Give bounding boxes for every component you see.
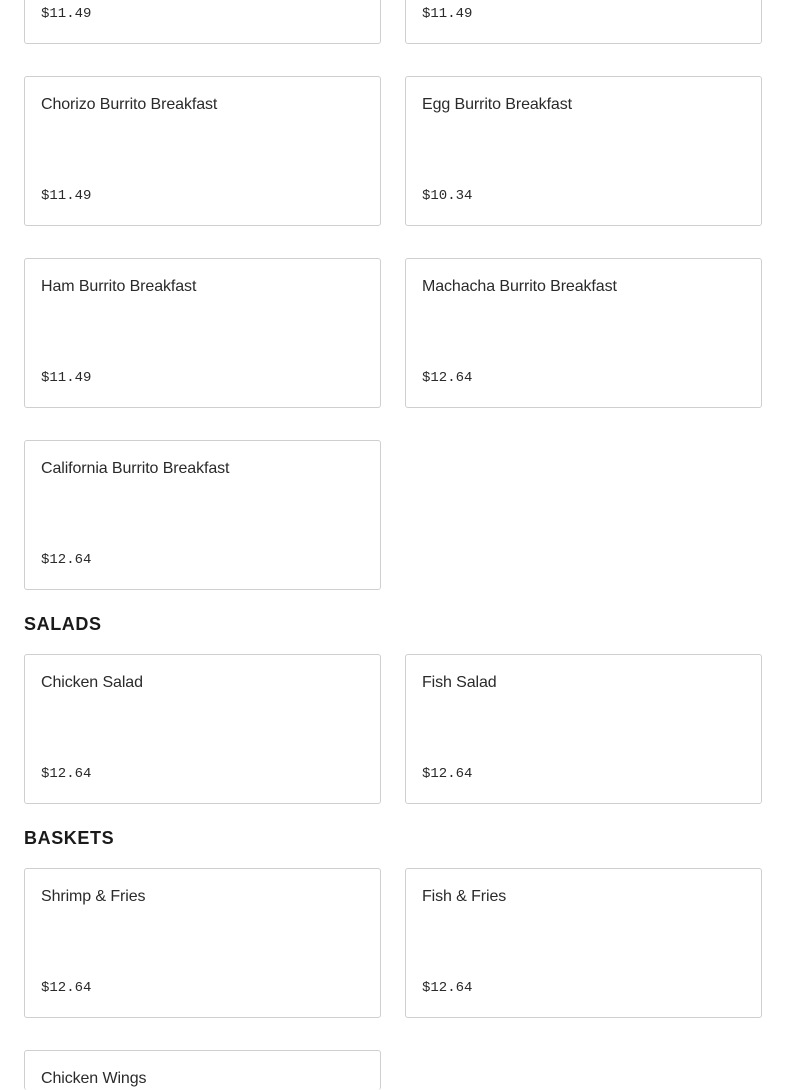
item-name: Shrimp & Fries	[41, 888, 146, 905]
item-name: Fish Salad	[422, 674, 497, 691]
menu-item-card[interactable]	[405, 76, 762, 226]
menu-item-card[interactable]	[24, 0, 381, 44]
item-price: $11.49	[41, 188, 92, 204]
menu-item-card[interactable]	[24, 1050, 381, 1090]
menu-item-card[interactable]	[405, 0, 762, 44]
menu-item-card[interactable]	[405, 258, 762, 408]
item-price: $12.64	[422, 980, 473, 996]
menu-item-card[interactable]	[24, 868, 381, 1018]
item-name: Chicken Wings	[41, 1070, 147, 1087]
item-price: $11.49	[41, 6, 92, 22]
menu-item-card[interactable]	[24, 440, 381, 590]
item-price: $10.34	[422, 188, 473, 204]
item-name: Machacha Burrito Breakfast	[422, 278, 617, 295]
menu-item-card[interactable]	[24, 654, 381, 804]
item-name: Fish & Fries	[422, 888, 507, 905]
item-price: $12.64	[41, 552, 92, 568]
menu-item-card[interactable]	[405, 868, 762, 1018]
item-name: Chorizo Burrito Breakfast	[41, 96, 218, 113]
section-title-salads: SALADS	[24, 614, 102, 634]
item-price: $11.49	[422, 6, 473, 22]
item-name: California Burrito Breakfast	[41, 460, 230, 477]
item-price: $12.64	[41, 766, 92, 782]
menu-item-card[interactable]	[24, 258, 381, 408]
item-name: Egg Burrito Breakfast	[422, 96, 572, 113]
item-price: $12.64	[422, 370, 473, 386]
section-title-baskets: BASKETS	[24, 828, 115, 848]
menu-item-card[interactable]	[24, 76, 381, 226]
item-price: $12.64	[422, 766, 473, 782]
menu-item-card[interactable]	[405, 654, 762, 804]
item-price: $11.49	[41, 370, 92, 386]
item-name: Chicken Salad	[41, 674, 143, 691]
item-price: $12.64	[41, 980, 92, 996]
item-name: Ham Burrito Breakfast	[41, 278, 197, 295]
